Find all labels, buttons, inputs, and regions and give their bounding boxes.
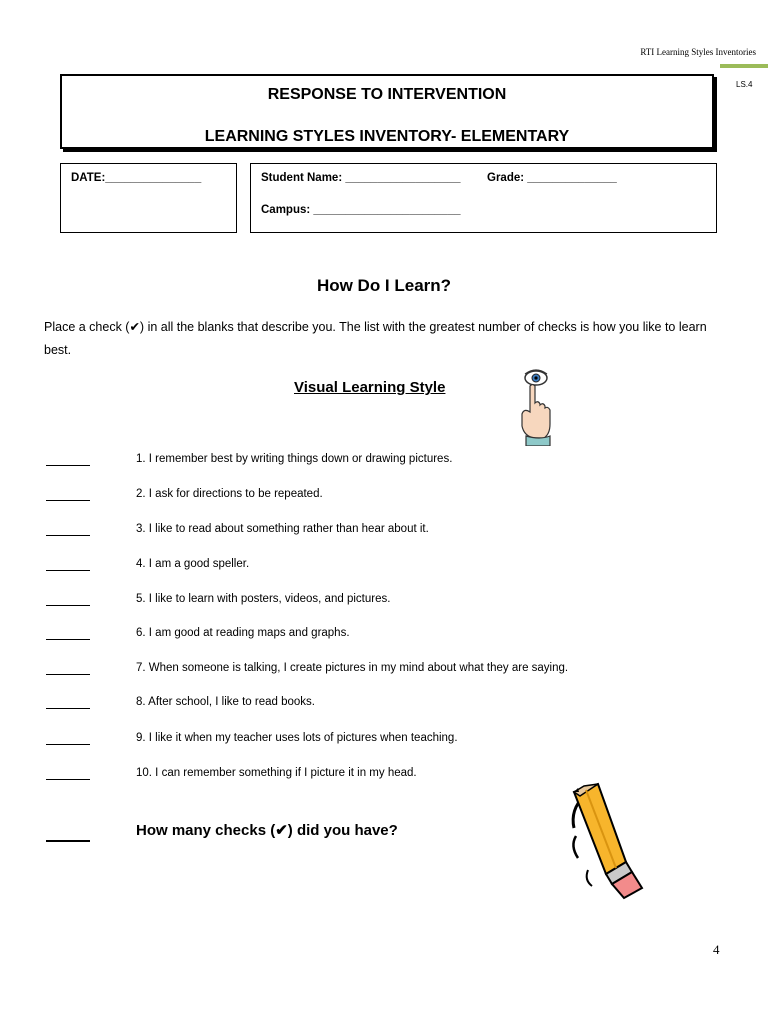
list-item-9: 9. I like it when my teacher uses lots of pictures when teaching. xyxy=(136,732,458,744)
list-item-5: 5. I like to learn with posters, videos, and pictures. xyxy=(136,593,391,605)
check-blank-5[interactable] xyxy=(46,605,90,606)
total-checks-question: How many checks (✔) did you have? xyxy=(136,822,398,839)
list-item-4: 4. I am a good speller. xyxy=(136,558,250,570)
running-header: RTI Learning Styles Inventories xyxy=(640,47,756,57)
check-blank-9[interactable] xyxy=(46,744,90,745)
student-info-box xyxy=(250,163,717,233)
instructions: Place a check (✔) in all the blanks that describe you. The list with the greatest number of checks is how you like to learn best. xyxy=(44,320,707,357)
check-blank-4[interactable] xyxy=(46,570,90,571)
campus-field: Campus: _______________________ xyxy=(261,204,461,216)
date-box xyxy=(60,163,237,233)
date-field: DATE:_______________ xyxy=(71,172,202,184)
check-blank-1[interactable] xyxy=(46,465,90,466)
list-item-8: 8. After school, I like to read books. xyxy=(136,696,315,708)
total-checks-blank[interactable] xyxy=(46,840,90,842)
page-number: 4 xyxy=(713,942,720,957)
pointing-hand-eye-icon xyxy=(510,366,558,446)
document-code: LS.4 xyxy=(736,80,753,89)
check-blank-2[interactable] xyxy=(46,500,90,501)
check-blank-3[interactable] xyxy=(46,535,90,536)
list-item-10: 10. I can remember something if I picture it in my head. xyxy=(136,767,417,779)
list-item-2: 2. I ask for directions to be repeated. xyxy=(136,488,323,500)
pencil-icon xyxy=(566,782,666,900)
student-name-field: Student Name: __________________ xyxy=(261,172,461,184)
list-item-3: 3. I like to read about something rather than hear about it. xyxy=(136,523,429,535)
check-blank-6[interactable] xyxy=(46,639,90,640)
check-blank-8[interactable] xyxy=(46,708,90,709)
header-accent-rule xyxy=(720,64,768,68)
visual-style-title: Visual Learning Style xyxy=(294,379,446,396)
check-blank-10[interactable] xyxy=(46,779,90,780)
check-blank-7[interactable] xyxy=(46,674,90,675)
grade-field: Grade: ______________ xyxy=(487,172,617,184)
title-line-2: LEARNING STYLES INVENTORY- ELEMENTARY xyxy=(204,128,570,145)
title-line-1: RESPONSE TO INTERVENTION xyxy=(267,86,507,103)
list-item-1: 1. I remember best by writing things down or drawing pictures. xyxy=(136,453,453,465)
list-item-6: 6. I am good at reading maps and graphs. xyxy=(136,627,350,639)
list-item-7: 7. When someone is talking, I create pictures in my mind about what they are saying. xyxy=(136,662,569,674)
title-box xyxy=(60,74,714,149)
section-title: How Do I Learn? xyxy=(316,276,452,295)
